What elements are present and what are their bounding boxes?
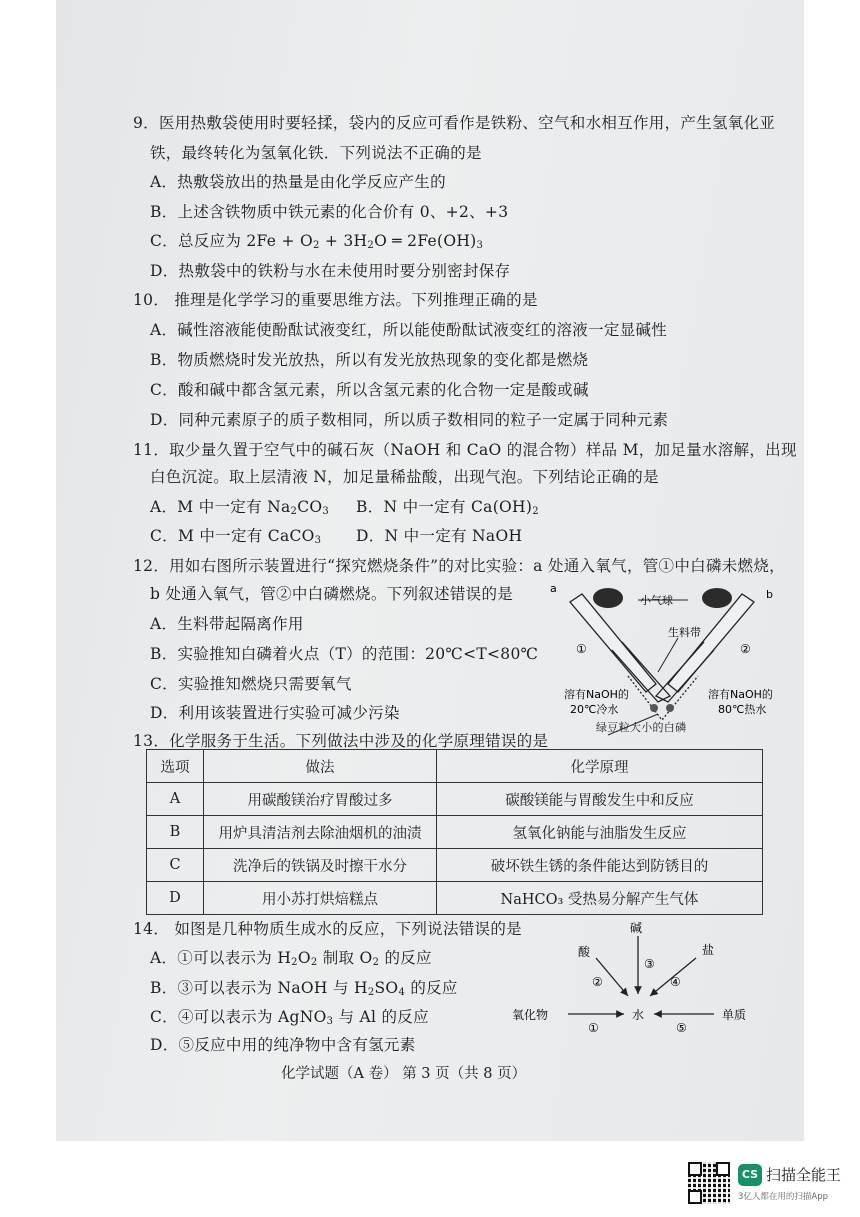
- label-salt: 盐: [702, 943, 715, 957]
- q13-stem: 13．化学服务于生活。下列做法中涉及的化学原理错误的是: [133, 732, 549, 750]
- label-n4: ④: [670, 975, 681, 989]
- table-row: [147, 849, 763, 882]
- label-b: b: [766, 588, 773, 601]
- q13-table: [146, 749, 763, 915]
- q14-option-c: C．④可以表示为 AgNO$_3$ 与 Al 的反应: [150, 1008, 429, 1027]
- q11-option-c: C．M 中一定有 CaCO$_3$: [150, 527, 322, 546]
- q12-option-c: C．实验推知燃烧只需要氧气: [150, 675, 352, 693]
- right-balloon: [702, 588, 732, 608]
- q12-stem-line2: b 处通入氧气，管②中白磷燃烧。下列叙述错误的是: [150, 585, 514, 603]
- q9-option-b: B．上述含铁物质中铁元素的化合价有 0、+2、+3: [150, 203, 509, 221]
- q10-option-d: D．同种元素原子的质子数相同，所以质子数相同的粒子一定属于同种元素: [150, 411, 669, 429]
- label-element: 单质: [722, 1008, 747, 1022]
- camscanner-logo-icon: CS: [738, 1164, 762, 1186]
- q10-option-c: C．酸和碱中都含氢元素，所以含氢元素的化合物一定是酸或碱: [150, 381, 589, 399]
- label-a: a: [550, 582, 557, 595]
- scanner-tagline: 3亿人都在用的扫描App: [738, 1192, 829, 1202]
- q11-option-b: B．N 中一定有 $Ca(OH)_2$: [356, 498, 539, 517]
- label-tube1: ①: [576, 642, 587, 656]
- label-balloon: 小气球: [640, 594, 673, 607]
- label-n1: ①: [588, 1021, 599, 1032]
- label-oxide: 氧化物: [512, 1008, 549, 1022]
- cell-practice: 用炉具清洁剂去除油烟机的油渍: [204, 816, 437, 849]
- label-white-phosphorus: 绿豆粒大小的白磷: [596, 721, 687, 734]
- cell-principle: NaHCO₃ 受热易分解产生气体: [437, 882, 763, 915]
- label-base: 碱: [630, 921, 643, 935]
- q11-option-d: D．N 中一定有 NaOH: [356, 527, 523, 545]
- q14-option-b: B．③可以表示为 NaOH 与 $H_2SO_4$ 的反应: [150, 979, 458, 998]
- header-practice: 做法: [204, 750, 437, 783]
- cell-option: B: [147, 816, 204, 849]
- q14-option-d: D．⑤反应中用的纯净物中含有氢元素: [150, 1036, 416, 1054]
- q9-stem-line2: 铁，最终转化为氢氧化铁．下列说法不正确的是: [150, 144, 482, 162]
- q9-option-c: C．总反应为 $2Fe + O_2 + 3H_2O$ ═ $2Fe(OH)_3$: [150, 232, 484, 251]
- table-row: [147, 783, 763, 816]
- table-header-row: [147, 750, 763, 783]
- cell-option: A: [147, 783, 204, 816]
- left-balloon: [593, 588, 623, 608]
- q10-stem: 10． 推理是化学学习的重要思维方法。下列推理正确的是: [133, 291, 538, 309]
- q14-stem: 14． 如图是几种物质生成水的反应，下列说法错误的是: [133, 920, 522, 938]
- q10-option-a: A．碱性溶液能使酚酞试液变红，所以能使酚酞试液变红的溶液一定显碱性: [150, 321, 668, 339]
- cell-principle: 氢氧化钠能与油脂发生反应: [437, 816, 763, 849]
- header-option: 选项: [147, 750, 204, 783]
- label-right-solution-2: 80℃热水: [718, 703, 767, 716]
- cell-practice: 洗净后的铁锅及时擦干水分: [204, 849, 437, 882]
- q12-option-d: D．利用该装置进行实验可减少污染: [150, 704, 400, 722]
- q9-option-d: D．热敷袋中的铁粉与水在未使用时要分别密封保存: [150, 262, 511, 280]
- page-footer: 化学试题（A 卷） 第 3 页（共 8 页）: [281, 1066, 527, 1082]
- label-tube2: ②: [740, 642, 751, 656]
- label-tape: 生料带: [668, 626, 701, 639]
- q10-option-b: B．物质燃烧时发光放热，所以有发光放热现象的变化都是燃烧: [150, 351, 589, 369]
- label-left-solution-1: 溶有NaOH的: [564, 688, 629, 701]
- white-phosphorus-right: [666, 704, 674, 712]
- qr-corner: [688, 1190, 702, 1204]
- q12-option-a: A．生料带起隔离作用: [150, 615, 304, 633]
- exam-page: [56, 0, 804, 1141]
- cell-principle: 碳酸镁能与胃酸发生中和反应: [437, 783, 763, 816]
- label-n3: ③: [644, 957, 655, 971]
- label-right-solution-1: 溶有NaOH的: [708, 688, 773, 701]
- q12-option-b: B．实验推知白磷着火点（T）的范围：20℃<T<80℃: [150, 645, 539, 663]
- white-phosphorus-left: [650, 704, 658, 712]
- label-water: 水: [632, 1008, 645, 1022]
- q11-stem-line1: 11．取少量久置于空气中的碱石灰（NaOH 和 CaO 的混合物）样品 M，加足量水溶解，出现: [133, 441, 797, 459]
- header-principle: 化学原理: [437, 750, 763, 783]
- q11-stem-line2: 白色沉淀。取上层清液 N，加足量稀盐酸，出现气泡。下列结论正确的是: [150, 468, 659, 486]
- water-formation-diagram: [510, 920, 770, 1032]
- cell-option: C: [147, 849, 204, 882]
- q14-option-a: A．①可以表示为 $H_2O_2$ 制取 $O_2$ 的反应: [150, 949, 432, 968]
- q9-stem-line1: 9．医用热敷袋使用时要轻揉，袋内的反应可看作是铁粉、空气和水相互作用，产生氢氧化亚: [133, 114, 776, 132]
- q11-option-a: A．M 中一定有 $Na_2CO_3$: [150, 498, 330, 517]
- scanner-watermark: [688, 1158, 856, 1208]
- combustion-apparatus-figure: [508, 580, 788, 740]
- table-row: [147, 816, 763, 849]
- qr-corner: [716, 1162, 730, 1176]
- q12-stem-line1: 12．用如右图所示装置进行“探究燃烧条件”的对比实验：a 处通入氧气，管①中白磷未燃烧，: [133, 557, 785, 575]
- table-row: [147, 882, 763, 915]
- cell-option: D: [147, 882, 204, 915]
- qr-corner: [688, 1162, 702, 1176]
- label-n2: ②: [592, 975, 603, 989]
- label-n5: ⑤: [676, 1021, 687, 1032]
- scanner-app-name: 扫描全能王: [766, 1166, 842, 1184]
- cell-practice: 用碳酸镁治疗胃酸过多: [204, 783, 437, 816]
- q9-option-a: A．热敷袋放出的热量是由化学反应产生的: [150, 173, 446, 191]
- label-left-solution-2: 20℃冷水: [570, 703, 619, 716]
- cell-principle: 破坏铁生锈的条件能达到防锈目的: [437, 849, 763, 882]
- label-acid: 酸: [578, 945, 591, 959]
- cell-practice: 用小苏打烘焙糕点: [204, 882, 437, 915]
